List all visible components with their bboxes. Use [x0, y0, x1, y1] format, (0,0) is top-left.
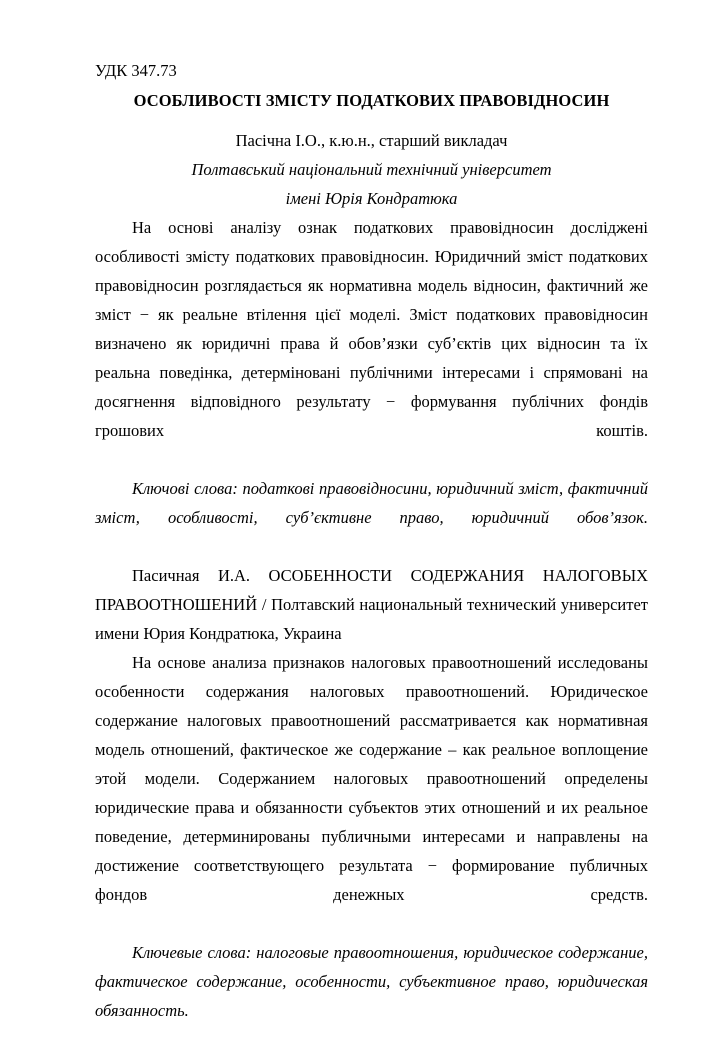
page-title: ОСОБЛИВОСТІ ЗМІСТУ ПОДАТКОВИХ ПРАВОВІДНОСИН [133, 91, 610, 110]
keywords-paragraph-uk [95, 474, 648, 561]
affiliation-line-1-uk: Полтавський національний технічний університет [191, 160, 552, 180]
keywords-text-ru: налоговые правоотношения, юридическое содержание, фактическое содержание, особенности, субъективное право, юридическая обязанность. [95, 943, 648, 1021]
keywords-paragraph-ru [95, 938, 648, 1054]
abstract-paragraph-uk: На основі аналізу ознак податкових правовідносин досліджені особливості змісту податкових правовідносин. Юридичний зміст податкових правовідносин розглядається як нормативна модель відносин, фактичний же зміст − як реальне втілення цієї моделі. Зміст податкових правовідносин визначено як юридичні права й обов’язки суб’єктів цих відносин та їх реальна поведінка, детерміновані публічними інтересами і спрямовані на досягнення відповідного результату − формування публічних фондів грошових коштів. [95, 218, 648, 441]
keywords-label-ru: Ключевые слова: [132, 943, 252, 963]
document-content [95, 56, 648, 1054]
author-byline-uk: Пасічна І.О., к.ю.н., старший викладач [235, 131, 508, 151]
affiliation-line-2-uk: імені Юрія Кондратюка [285, 189, 458, 209]
udk-classification-code: УДК 347.73 [95, 61, 177, 80]
keywords-label-uk: Ключові слова: [132, 479, 238, 499]
abstract-paragraph-ru: На основе анализа признаков налоговых правоотношений исследованы особенности содержания налоговых правоотношений. Юридическое содержание налоговых правоотношений рассматривается как нормативная модель отношений, фактическое же содержание – как реальное воплощение этой модели. Содержанием налоговых правоотношений определены юридические права и обязанности субъектов этих отношений и их реальное поведение, детерминированы публичными интересами и направлены на достижение соответствующего результата − формирование публичных фондов денежных средств. [95, 653, 648, 905]
keywords-text-uk: податкові правовідносини, юридичний зміст, фактичний зміст, особливості, суб’єктивне право, юридичний обов’язок. [95, 479, 648, 528]
heading-paragraph-ru: Пасичная И.А. ОСОБЕННОСТИ СОДЕРЖАНИЯ НАЛОГОВЫХ ПРАВООТНОШЕНИЙ / Полтавский национальный технический университет имени Юрия Кондратюка, Украина [95, 566, 648, 644]
